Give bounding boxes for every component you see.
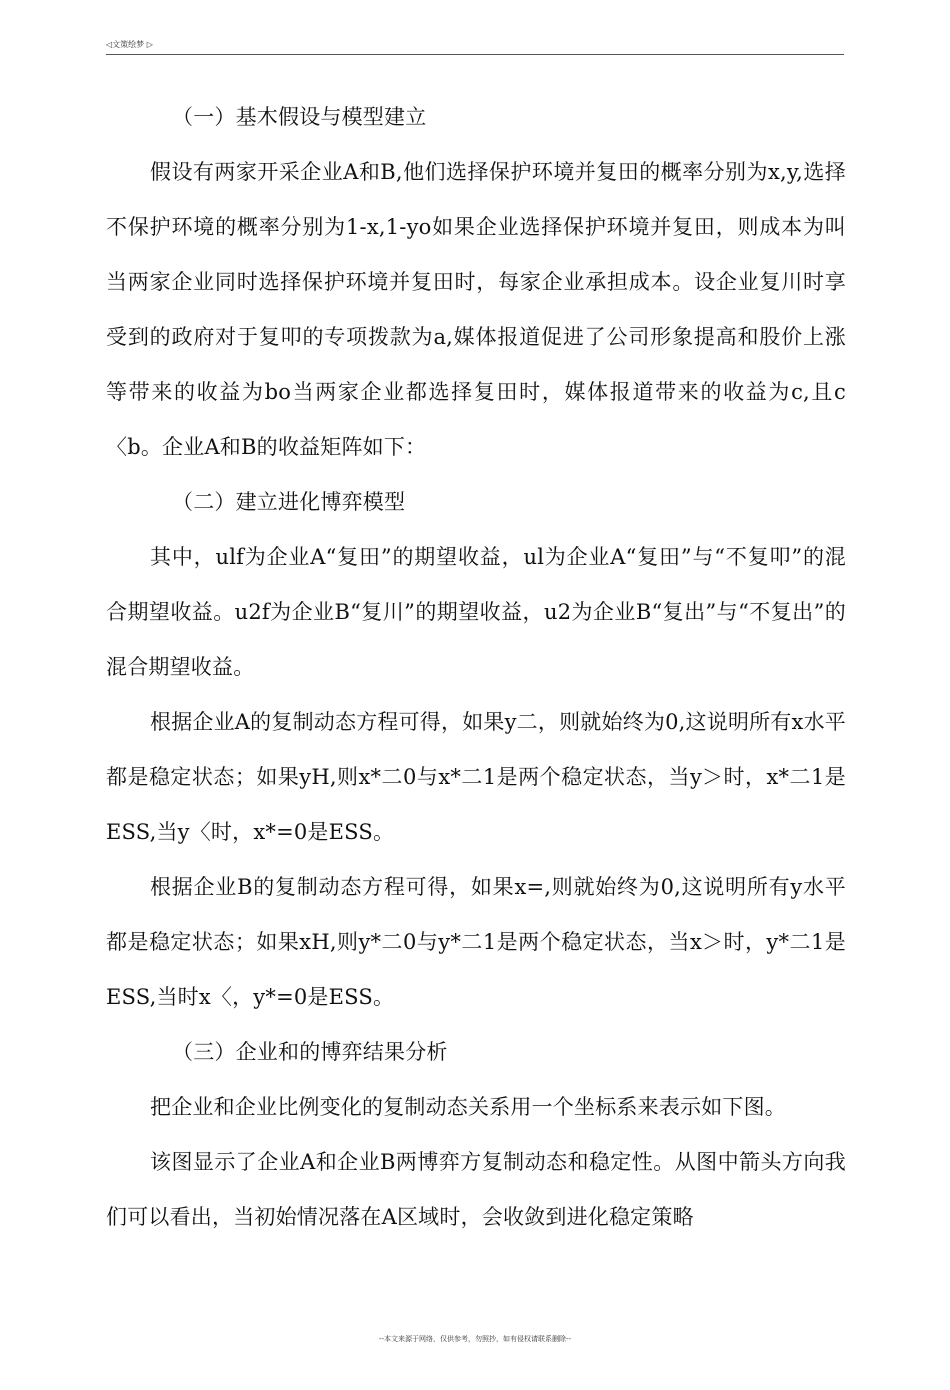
header-logo-text: ◁文策绘梦 ▷ [106, 40, 153, 49]
section-heading-1: （一）基木假设与模型建立 [172, 105, 427, 129]
paragraph-assumptions: 假设有两家开采企业A和B,他们选择保护环境并复田的概率分别为x,y,选择不保护环境的概率分别为1-x,1-yo如果企业选择保护环境并复田，则成本为叫当两家企业同时选择保护环境并复田时，每家企业承担成本。设企业复川时享受到的政府对于复叩的专项拨款为a,媒体报道促进了公司形象提高和股价上涨等带来的收益为bo当两家企业都选择复田时，媒体报道带来的收益为c,且c〈b。企业A和B的收益矩阵如下： [106, 160, 846, 459]
paragraph-firm-b-dynamics: 根据企业B的复制动态方程可得，如果x=,则就始终为0,这说明所有y水平都是稳定状态；如果xH,则y*二0与y*二1是两个稳定状态，当x＞时，y*二1是ESS,当时x〈，y*=0是ESS。 [106, 875, 846, 1009]
paragraph-expected-returns: 其中，ulf为企业A“复田”的期望收益，ul为企业A“复田”与“不复叩”的混合期望收益。u2f为企业B“复川”的期望收益，u2为企业B“复出”与“不复出”的混合期望收益。 [106, 545, 846, 679]
paragraph-firm-a-dynamics: 根据企业A的复制动态方程可得，如果y二，则就始终为0,这说明所有x水平都是稳定状态；如果yH,则x*二0与x*二1是两个稳定状态，当y＞时，x*二1是ESS,当y〈时，x*=0是ESS。 [106, 710, 846, 844]
document-body [106, 90, 846, 1245]
paragraph-figure-analysis: 该图显示了企业A和企业B两博弈方复制动态和稳定性。从图中箭头方向我们可以看出，当初始情况落在A区域时，会收敛到进化稳定策略 [106, 1150, 846, 1229]
page-footer: --本文来源于网络，仅供参考，勿照抄，如有侵权请联系删除-- [378, 1335, 572, 1343]
section-heading-3: （三）企业和的博弈结果分析 [172, 1040, 448, 1064]
page-header [106, 40, 844, 55]
section-heading-2: （二）建立进化博弈模型 [172, 490, 406, 514]
paragraph-coordinate-system: 把企业和企业比例变化的复制动态关系用一个坐标系来表示如下图。 [150, 1095, 786, 1119]
